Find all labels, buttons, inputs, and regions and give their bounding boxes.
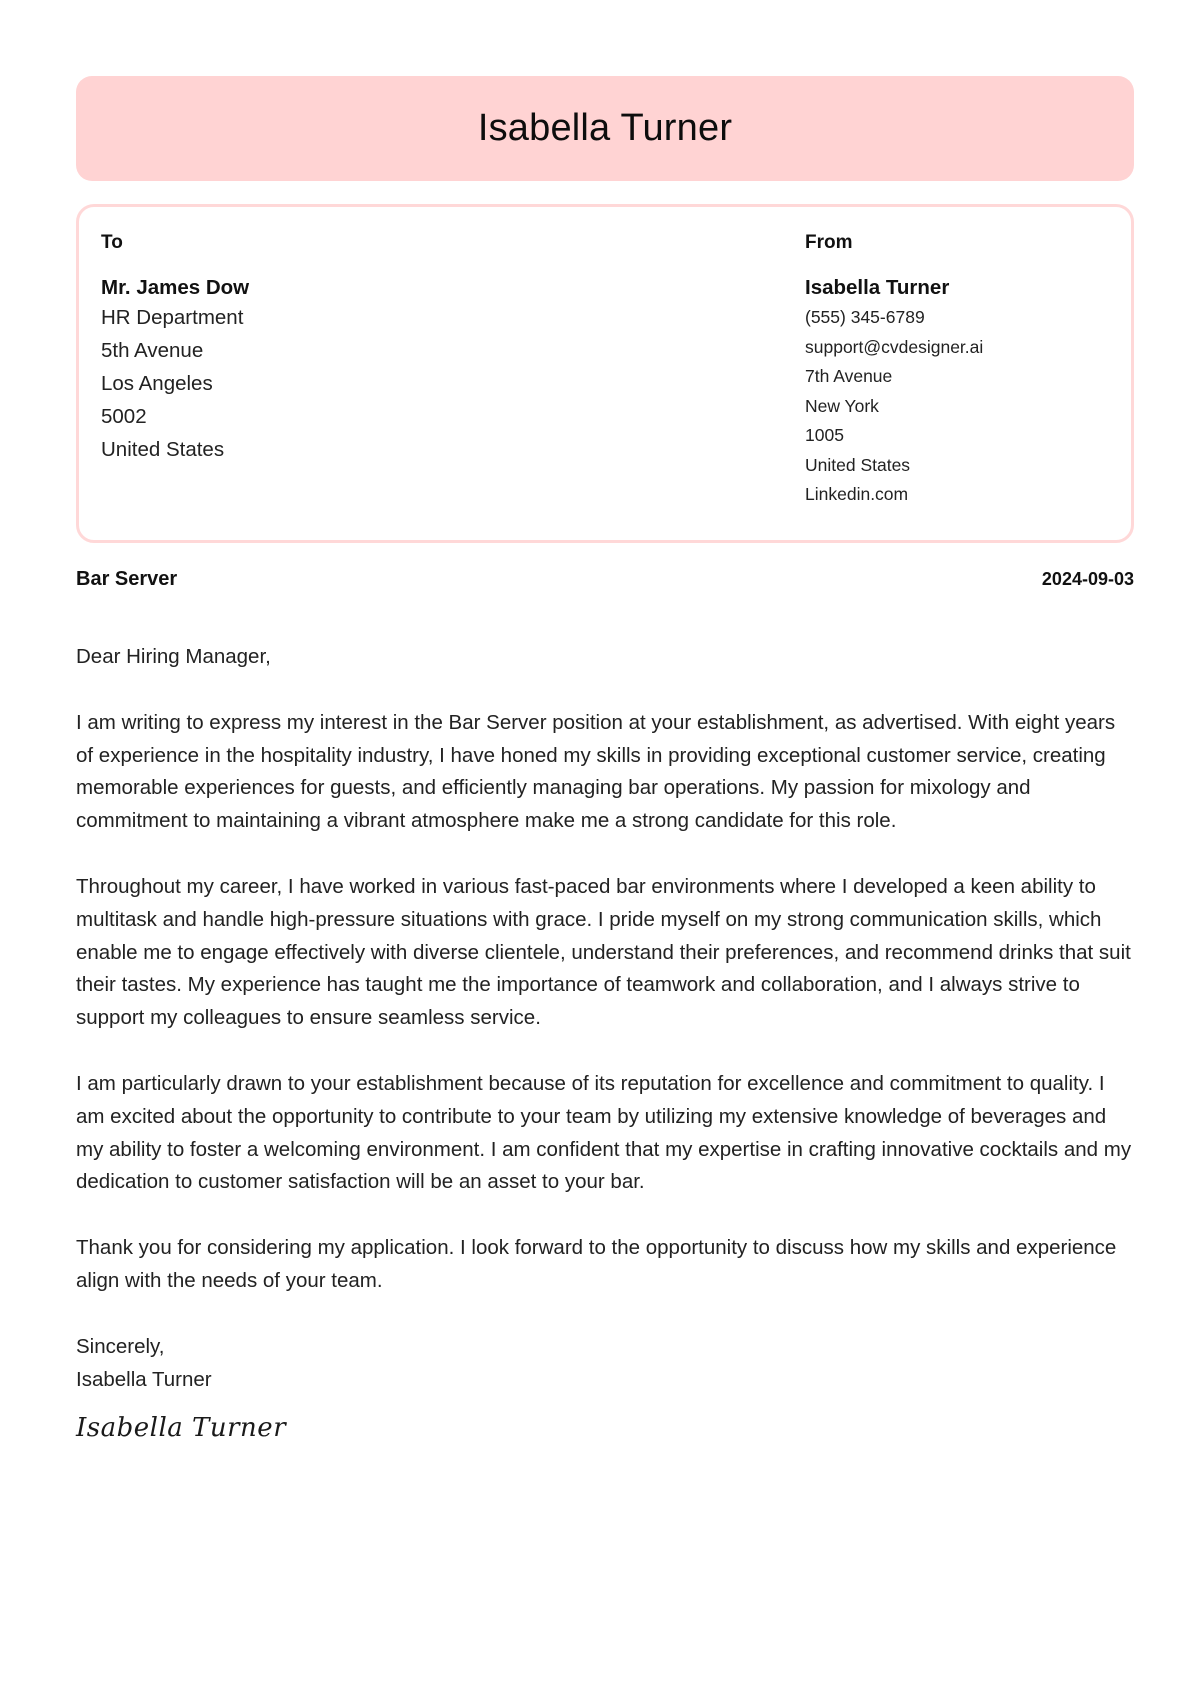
closing-block [76, 1331, 1134, 1397]
sender-name: Isabella Turner [805, 276, 950, 299]
header-banner [76, 76, 1134, 181]
sender-block [805, 231, 983, 510]
sender-city: New York [805, 395, 879, 416]
recipient-department: HR Department [101, 306, 244, 329]
body-paragraph-4: Thank you for considering my application. I look forward to the opportunity to discuss how my skills and experience align with the needs of your team. [76, 1236, 1117, 1292]
sender-postcode: 1005 [805, 425, 844, 445]
cover-letter-page [76, 76, 1134, 1445]
handwritten-signature: Isabella Turner [76, 1413, 287, 1444]
sender-email: support@cvdesigner.ai [805, 336, 984, 357]
recipient-country: United States [101, 438, 225, 461]
closing-phrase: Sincerely, [76, 1334, 165, 1358]
greeting: Dear Hiring Manager, [76, 645, 271, 668]
letter-body [76, 641, 1134, 1445]
sender-street: 7th Avenue [805, 366, 893, 386]
body-paragraph-3: I am particularly drawn to your establishment because of its reputation for excellence and commitment to quality. I am excited about the opportunity to contribute to your team by utilizing my extensive knowledge of beverages and my ability to foster a welcoming environment. I am confident that my expertise in crafting innovative cocktails and my dedication to customer satisfaction will be an asset to your bar. [76, 1071, 1132, 1194]
sender-linkedin: Linkedin.com [805, 484, 909, 504]
recipient-street: 5th Avenue [101, 339, 204, 362]
recipient-heading: To [101, 232, 123, 253]
job-title: Bar Server [76, 568, 178, 590]
recipient-postcode: 5002 [101, 405, 147, 428]
recipient-city: Los Angeles [101, 372, 213, 395]
signoff-name: Isabella Turner [76, 1367, 212, 1391]
sender-country: United States [805, 454, 911, 475]
recipient-name: Mr. James Dow [101, 276, 250, 299]
letter-date: 2024-09-03 [1041, 569, 1134, 589]
body-paragraph-2: Throughout my career, I have worked in various fast-paced bar environments where I developed a keen ability to multitask and handle high-pressure situations with grace. I pride myself on my strong communication skills, which enable me to engage effectively with diverse clientele, understand their preferences, and recommend drinks that suit their tastes. My experience has taught me the importance of teamwork and collaboration, and I always strive to support my colleagues to ensure seamless service. [76, 874, 1131, 1030]
sender-heading: From [805, 232, 853, 253]
recipient-block [101, 231, 249, 466]
letter-meta [76, 568, 1134, 591]
address-panel [76, 204, 1134, 543]
recipient-address [101, 301, 249, 466]
sender-contact [805, 303, 983, 510]
body-paragraph-1: I am writing to express my interest in the Bar Server position at your establishment, as advertised. With eight years of experience in the hospitality industry, I have honed my skills in providing exceptional customer service, creating memorable experiences for guests, and efficiently managing bar operations. My passion for mixology and commitment to maintaining a vibrant atmosphere make me a strong candidate for this role. [76, 710, 1116, 833]
sender-phone: (555) 345-6789 [805, 307, 925, 327]
applicant-name-title: Isabella Turner [477, 107, 733, 149]
